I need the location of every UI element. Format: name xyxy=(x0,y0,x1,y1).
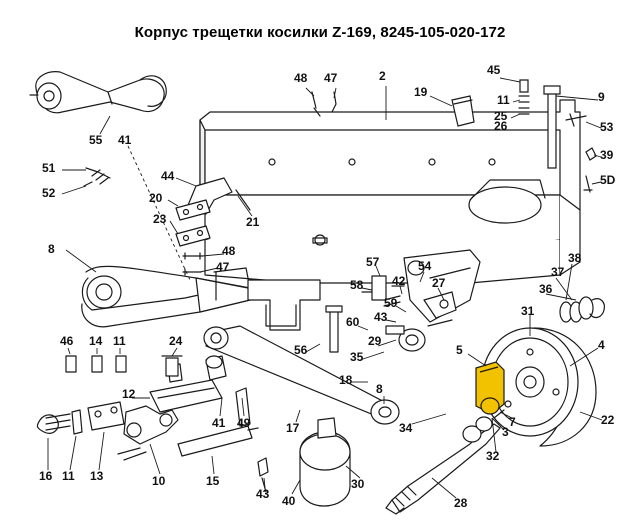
callout-label: 55 xyxy=(89,133,103,147)
callout-label: 18 xyxy=(339,373,353,387)
callout-label: 60 xyxy=(346,315,360,329)
callout-label: 11 xyxy=(113,334,126,348)
callout-label: 48 xyxy=(222,244,236,258)
callout-label: 26 xyxy=(494,119,508,133)
callout-label: 58 xyxy=(350,278,364,292)
callout-label: 8 xyxy=(376,382,383,396)
callout-label: 4 xyxy=(598,338,605,352)
callout-label: 30 xyxy=(351,477,365,491)
callout-label: 15 xyxy=(206,474,220,488)
callout-label: 27 xyxy=(432,276,446,290)
callout-label: 47 xyxy=(324,71,338,85)
callout-label: 20 xyxy=(149,191,163,205)
callout-label: 14 xyxy=(89,334,103,348)
callout-label: 28 xyxy=(454,496,468,510)
callout-label: 41 xyxy=(212,416,226,430)
callout-label: 5 xyxy=(456,343,463,357)
callout-label: 22 xyxy=(601,413,615,427)
callout-label: 56 xyxy=(294,343,308,357)
callout-label: 40 xyxy=(282,494,296,508)
callout-label: 36 xyxy=(539,282,553,296)
callout-label: 37 xyxy=(551,265,565,279)
callout-label: 53 xyxy=(600,120,614,134)
callout-label: 49 xyxy=(237,416,251,430)
callout-label: 16 xyxy=(39,469,53,483)
callout-label: 43 xyxy=(374,310,388,324)
callout-label: 7 xyxy=(509,415,516,429)
page-title: Корпус трещетки косилки Z-169, 8245-105-020-172 xyxy=(134,24,506,41)
callout-label: 43 xyxy=(256,487,270,501)
callout-label: 29 xyxy=(368,334,382,348)
callout-label: 34 xyxy=(399,421,413,435)
callout-label: 54 xyxy=(418,259,432,273)
callout-label: 23 xyxy=(153,212,167,226)
callout-label: 39 xyxy=(600,148,614,162)
callout-label: 11 xyxy=(62,469,75,483)
callout-label: 51 xyxy=(42,161,56,175)
callout-label: 13 xyxy=(90,469,104,483)
callout-label: 52 xyxy=(42,186,56,200)
callout-label: 32 xyxy=(486,449,500,463)
callout-label: 8 xyxy=(48,242,55,256)
callout-label: 12 xyxy=(122,387,136,401)
callout-label: 2 xyxy=(379,69,386,83)
callout-label: 9 xyxy=(598,90,605,104)
callout-label: 19 xyxy=(414,85,428,99)
callout-label: 41 xyxy=(118,133,132,147)
callout-label: 21 xyxy=(246,215,260,229)
callout-label: 25 xyxy=(494,109,508,123)
callout-label: 59 xyxy=(384,296,398,310)
callout-label: 5D xyxy=(600,173,616,187)
callout-label: 24 xyxy=(169,334,183,348)
callout-label: 57 xyxy=(366,255,380,269)
callout-label: 44 xyxy=(161,169,175,183)
callout-label: 47 xyxy=(216,260,230,274)
callout-label: 31 xyxy=(521,304,535,318)
callout-label: 10 xyxy=(152,474,166,488)
callout-label: 3 xyxy=(502,425,509,439)
callout-label: 38 xyxy=(568,251,582,265)
callout-label: 45 xyxy=(487,63,501,77)
callout-label: 42 xyxy=(392,274,406,288)
callout-label: 35 xyxy=(350,350,364,364)
callout-label: 11 xyxy=(497,93,510,107)
callout-label: 48 xyxy=(294,71,308,85)
callout-label: 46 xyxy=(60,334,74,348)
callout-label: 17 xyxy=(286,421,300,435)
